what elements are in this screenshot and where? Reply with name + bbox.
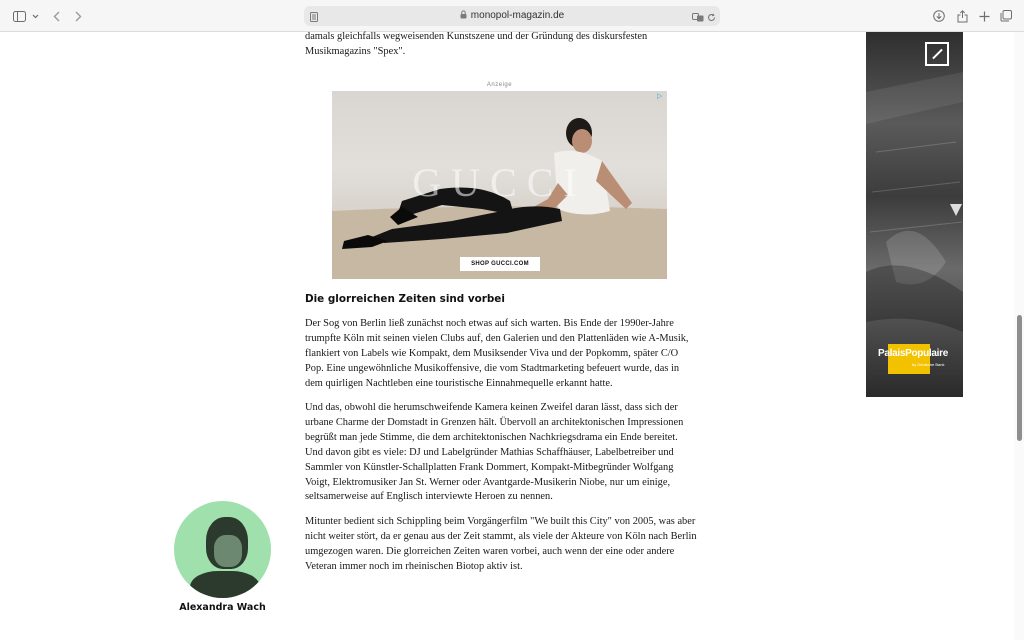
chevron-left-icon[interactable] bbox=[50, 8, 62, 24]
shop-gucci-button[interactable]: SHOP GUCCI.COM bbox=[460, 257, 540, 271]
ad-label: Anzeige bbox=[486, 82, 513, 88]
palais-populaire-title: PalaisPopulaire bbox=[878, 348, 948, 359]
deutsche-bank-logo bbox=[925, 42, 949, 66]
author-name[interactable]: Alexandra Wach bbox=[179, 602, 266, 613]
address-bar[interactable] bbox=[304, 6, 720, 26]
article-intro-fragment: damals gleichfalls wegweisenden Kunstszene und der Gründung des diskursfesten Musikmagazins "Spex". bbox=[305, 31, 648, 57]
sidebar-icon[interactable] bbox=[12, 8, 26, 24]
reload-icon[interactable] bbox=[706, 9, 716, 25]
plus-icon[interactable] bbox=[977, 8, 991, 24]
browser-toolbar bbox=[0, 0, 1024, 32]
download-icon[interactable] bbox=[932, 8, 946, 24]
tabs-overview-icon[interactable] bbox=[999, 8, 1013, 24]
scrollbar-thumb[interactable] bbox=[1017, 315, 1022, 441]
share-icon[interactable] bbox=[955, 8, 969, 24]
palais-populaire-ad[interactable] bbox=[866, 32, 963, 397]
lock-icon bbox=[460, 7, 467, 27]
translate-icon[interactable] bbox=[692, 9, 704, 25]
ad-brand-wordmark: GUCCI bbox=[412, 160, 587, 205]
gucci-ad-banner[interactable] bbox=[332, 91, 667, 279]
article-body bbox=[305, 317, 697, 584]
chevron-down-icon[interactable] bbox=[30, 8, 40, 24]
url-label: monopol-magazin.de bbox=[470, 10, 565, 21]
chevron-right-icon[interactable] bbox=[72, 8, 84, 24]
ad-artwork bbox=[866, 32, 963, 397]
section-heading: Die glorreichen Zeiten sind vorbei bbox=[305, 293, 505, 305]
palais-populaire-subtitle: by Deutsche Bank bbox=[912, 362, 945, 367]
article-paragraph: Mitunter bedient sich Schippling beim Vorgängerfilm "We built this City" von 2005, was aber nicht weiter stört, da er genau aus der Zeit stammt, als viele der Akteure von Köln nach Berlin umgezogen waren. Die glorreichen Zeiten waren vorbei, auch wenn der eine oder andere Veteran immer noch im rheinischen Biotop aktiv ist. bbox=[305, 515, 697, 572]
page-scrollbar[interactable] bbox=[1014, 32, 1024, 640]
adchoices-icon[interactable]: ▷ bbox=[657, 93, 663, 100]
article-paragraph: Und das, obwohl die herumschweifende Kamera keinen Zweifel daran lässt, dass sich der urbane Charme der Domstadt in Grenzen hält. Übervoll an architektonischen Impressionen begrüßt man jede Stimme, die dem architektonischen Nachkriegsdrama ein Ende bereitet. Und davon gibt es viele: DJ und Labelgründer Mathias Schaffhäuser, Labelbetreiber und Sammler von Künstler-Schallplatten Frank Dommert, Kompakt-Mitbegründer Wolfgang Voigt, Elektromusiker Jan St. Werner oder Avantgarde-Musikerin Niobe, nur um einige, seltsamerweise auf Englisch interviewte Heroen zu nennen. bbox=[305, 402, 684, 503]
article-paragraph: Der Sog von Berlin ließ zunächst noch etwas auf sich warten. Bis Ende der 1990er-Jahre trumpfte Köln mit seinen vielen Clubs auf, den Galerien und den Plattenläden wie A-Musik, flankiert von Labels wie Kompakt, dem Musiksender Viva und der Popkomm, später C/O Pop. Eine ungewöhnliche Musikoffensive, die vom Stadtmarketing befeuert wurde, das in dem quirligen Nachtleben eine touristische Einnahmequelle erkannt hatte. bbox=[305, 318, 689, 389]
url-text bbox=[304, 6, 720, 26]
author-avatar[interactable] bbox=[174, 501, 271, 598]
